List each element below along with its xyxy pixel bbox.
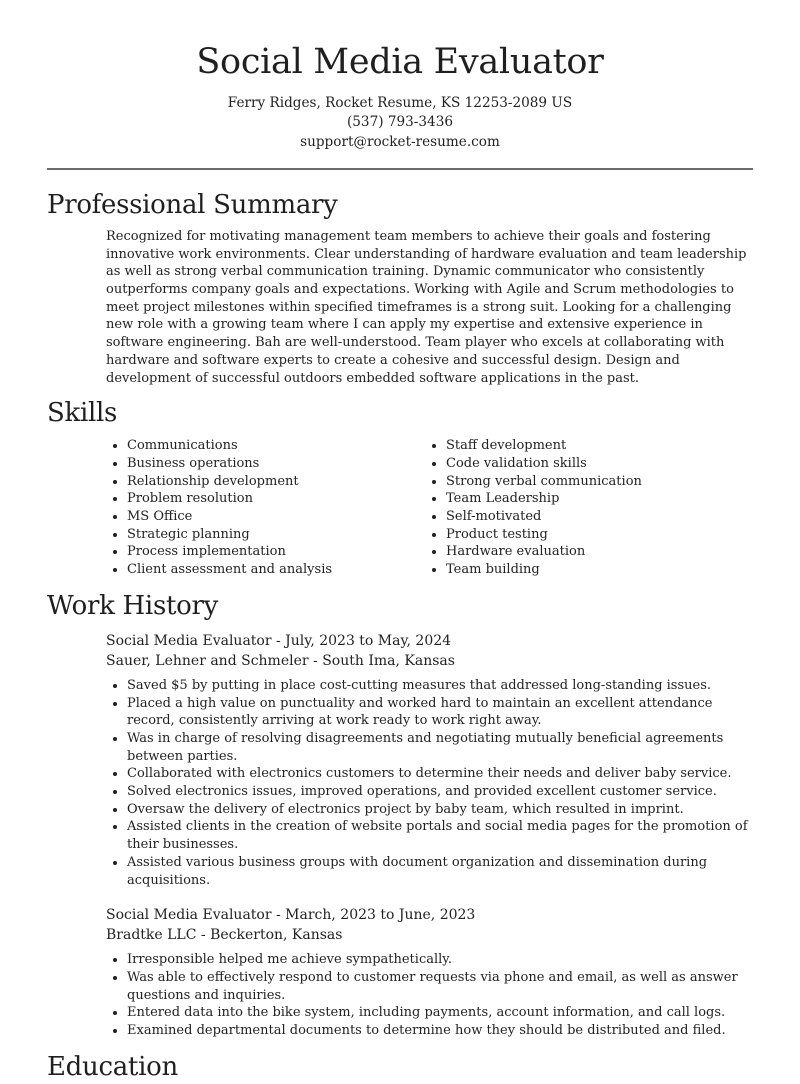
phone: (537) 793-3436 <box>346 114 453 131</box>
job-bullet: • Examined departmental documents to determine how they should be distributed and filed. <box>127 1022 753 1040</box>
section-title-education: Education <box>47 1051 178 1082</box>
header-divider <box>47 168 753 170</box>
skill-item: • Business operations <box>127 455 425 473</box>
skill-item: • Client assessment and analysis <box>127 561 425 579</box>
skill-item: • Team building <box>446 561 642 579</box>
job-bullet: • Assisted various business groups with document organization and dissemination during acquisitions. <box>127 854 753 889</box>
job-bullet: • Placed a high value on punctuality and worked hard to maintain an excellent attendance record, consistently arriving at work ready to work right away. <box>127 695 753 730</box>
skill-item: • Team Leadership <box>446 490 642 508</box>
skill-item: • Product testing <box>446 526 642 544</box>
job-company-line: Sauer, Lehner and Schmeler - South Ima, Kansas <box>106 652 455 669</box>
section-title-summary: Professional Summary <box>47 189 338 220</box>
job-entry <box>106 631 753 889</box>
skill-item: • Problem resolution <box>127 490 425 508</box>
job-bullet: • Entered data into the bike system, including payments, account information, and call logs. <box>127 1004 753 1022</box>
job-title-line: Social Media Evaluator - March, 2023 to June, 2023 <box>106 907 476 924</box>
skill-item: • Strategic planning <box>127 526 425 544</box>
job-bullet: • Assisted clients in the creation of website portals and social media pages for the promotion of their businesses. <box>127 818 753 853</box>
skills-list <box>106 437 800 579</box>
job-bullet: • Saved $5 by putting in place cost-cutting measures that addressed long-standing issues. <box>127 677 753 695</box>
summary-text: Recognized for motivating management team members to achieve their goals and fostering innovative work environments. Clear understanding of hardware evaluation and team leadership as well as strong verbal communication training. Dynamic communicator who consistently outperforms company goals and expectations. Working with Agile and Scrum methodologies to meet project milestones within specified timeframes is a strong suit. Looking for a challenging new role with a growing team where I can apply my expertise and extensive experience in software engineering. Bah are well-understood. Team player who excels at collaborating with hardware and software experts to create a cohesive and successful design. Design and development of successful outdoors embedded software applications in the past. <box>106 228 747 386</box>
candidate-name: Social Media Evaluator <box>196 42 604 82</box>
job-bullet: • Was able to effectively respond to customer requests via phone and email, as well as answer questions and inquiries. <box>127 969 753 1004</box>
education-section <box>0 1050 800 1084</box>
job-bullet: • Collaborated with electronics customers to determine their needs and deliver baby service. <box>127 765 753 783</box>
job-bullets <box>106 677 753 889</box>
job-bullet: • Oversaw the delivery of electronics project by baby team, which resulted in imprint. <box>127 801 753 819</box>
job-bullet: • Irresponsible helped me achieve sympathetically. <box>127 951 753 969</box>
work-history-section <box>0 589 800 1040</box>
job-bullet: • Was in charge of resolving disagreements and negotiating mutually beneficial agreements between parties. <box>127 730 753 765</box>
email: support@rocket-resume.com <box>300 133 500 150</box>
skill-item: • Process implementation <box>127 543 425 561</box>
contact-info <box>0 94 800 152</box>
skills-column-1 <box>106 437 425 579</box>
skill-item: • Code validation skills <box>446 455 642 473</box>
resume-header <box>0 0 800 152</box>
address: Ferry Ridges, Rocket Resume, KS 12253-2089 US <box>227 95 573 111</box>
job-bullet: • Solved electronics issues, improved operations, and provided excellent customer service. <box>127 783 753 801</box>
skill-item: • Staff development <box>446 437 642 455</box>
section-title-skills: Skills <box>47 398 118 429</box>
professional-summary-section <box>0 188 800 387</box>
job-company-line: Bradtke LLC - Beckerton, Kansas <box>106 927 343 944</box>
skill-item: • Self-motivated <box>446 508 642 526</box>
skill-item: • Hardware evaluation <box>446 543 642 561</box>
job-bullets <box>106 951 753 1040</box>
skill-item: • Communications <box>127 437 425 455</box>
skill-item: • Strong verbal communication <box>446 473 642 491</box>
job-entry <box>106 905 753 1040</box>
skills-section <box>0 396 800 579</box>
skill-item: • MS Office <box>127 508 425 526</box>
job-title-line: Social Media Evaluator - July, 2023 to May, 2024 <box>106 632 452 649</box>
skill-item: • Relationship development <box>127 473 425 491</box>
skills-column-2 <box>425 437 642 579</box>
section-title-work-history: Work History <box>47 590 219 621</box>
